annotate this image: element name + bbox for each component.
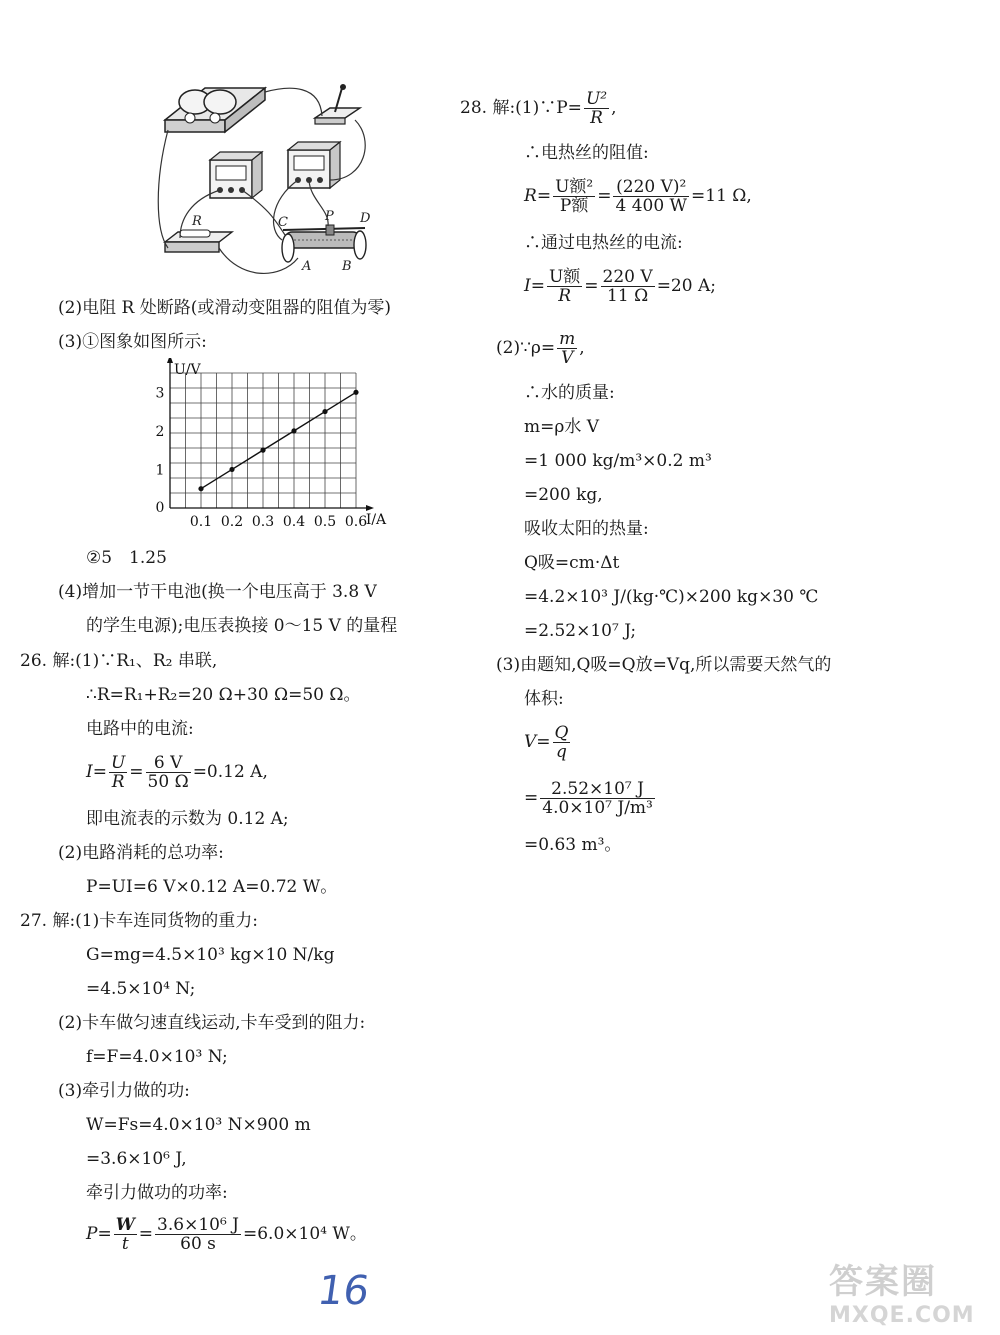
q25-part4b: 的学生电源);电压表换接 0～15 V 的量程 <box>86 616 398 636</box>
q28-part2: (2)∵ρ= $\frac{m}{V}$ , <box>496 329 585 368</box>
q25-part3: (3)①图象如图所示: <box>58 332 207 352</box>
q26-line7: P=UI=6 V×0.12 A=0.72 W。 <box>86 877 338 897</box>
q27-formula: P= $\frac{W}{t}$ = $\frac{\text{3.6×10⁶ J}}{60 s}$ =6.0×10⁴ W。 <box>86 1215 367 1254</box>
q27-line9: 牵引力做功的功率: <box>86 1183 228 1203</box>
x-tick-label: 0.4 <box>282 514 306 530</box>
x-tick-label: 0.6 <box>344 514 368 530</box>
q28-formula-v2: = $\frac{\text{2.52×10⁷ J}}{\text{4.0×10⁷ J/m³}}$ <box>524 779 653 818</box>
x-axis-arrow <box>366 505 374 511</box>
q26-line3: 电路中的电流: <box>86 719 194 739</box>
q27-line8: =3.6×10⁶ J, <box>86 1149 187 1169</box>
circuit-label-b: B <box>342 259 352 274</box>
q28-line2: ∴电热丝的阻值: <box>524 143 649 163</box>
q26-line5: 即电流表的示数为 0.12 A; <box>86 809 289 829</box>
q27-line7: W=Fs=4.0×10³ N×900 m <box>86 1115 311 1135</box>
x-axis-label: I/A <box>365 512 387 528</box>
q27-line3: =4.5×10⁴ N; <box>86 979 196 999</box>
origin-label: 0 <box>155 500 165 516</box>
q26-line6: (2)电路消耗的总功率: <box>58 843 224 863</box>
data-point <box>353 390 358 395</box>
y-tick-label: 1 <box>155 462 165 479</box>
q27-line5: f=F=4.0×10³ N; <box>86 1047 228 1067</box>
circuit-label-p: P <box>325 209 334 224</box>
circuit-diagram <box>150 80 390 285</box>
q27-head: 27. 解:(1)卡车连同货物的重力: <box>20 911 258 931</box>
handwritten-page-number: 16 <box>314 1268 373 1314</box>
data-point <box>229 467 234 472</box>
q26-head: 26. 解:(1)∵R₁、R₂ 串联, <box>20 651 218 671</box>
data-point <box>322 409 327 414</box>
ui-graph <box>150 358 395 530</box>
x-tick-label: 0.1 <box>189 514 213 530</box>
watermark-logo: 答案圈 <box>829 1262 937 1302</box>
data-point <box>291 428 296 433</box>
y-axis-label: U/V <box>174 362 201 378</box>
q28-formula-i: I= $\frac{\text{U额}}{R}$ = $\frac{220 V}{11 \Omega}$ =20 A; <box>524 267 716 306</box>
q28-formula-r: R= $\frac{\text{U额²}}{\text{P额}}$ = $\frac{\text{(220 V)²}}{4 400 W}$ =11 Ω, <box>524 177 752 216</box>
q25-part2: (2)电阻 R 处断路(或滑动变阻器的阻值为零) <box>58 298 391 318</box>
q28-line12: Q吸=cm·Δt <box>524 553 620 573</box>
q26-formula: I= $\frac{U}{R}$ = $\frac{6 V}{50 \Omega}$ =0.12 A, <box>86 753 268 792</box>
q27-line4: (2)卡车做匀速直线运动,卡车受到的阻力: <box>58 1013 366 1033</box>
q28-part3a: (3)由题知,Q吸=Q放=Vq,所以需要天然气的 <box>496 655 832 675</box>
q28-line18: =0.63 m³。 <box>524 835 622 855</box>
x-tick-label: 0.5 <box>313 514 337 530</box>
data-point <box>198 486 203 491</box>
watermark <box>829 1254 994 1329</box>
q28-line10: =200 kg, <box>524 485 603 505</box>
q28-formula-v: V= $\frac{Q}{q}$ <box>524 723 569 762</box>
q28-part3b: 体积: <box>524 689 564 709</box>
y-tick-label: 2 <box>155 423 165 440</box>
circuit-label-d: D <box>360 211 371 226</box>
data-point <box>260 448 265 453</box>
y-tick-label: 3 <box>155 385 165 402</box>
q28-line7: ∴水的质量: <box>524 383 615 403</box>
q28-line9: =1 000 kg/m³×0.2 m³ <box>524 451 712 471</box>
q28-line14: =2.52×10⁷ J; <box>524 621 637 641</box>
q28-line11: 吸收太阳的热量: <box>524 519 649 539</box>
y-axis-arrow <box>167 358 173 363</box>
x-tick-label: 0.2 <box>220 514 244 530</box>
x-tick-label: 0.3 <box>251 514 275 530</box>
q28-head: 28. 解:(1)∵P= $\frac{\text{U²}}{R}$ , <box>460 89 617 128</box>
q25-part3b: ②5 1.25 <box>86 548 167 568</box>
circuit-label-a: A <box>302 259 312 274</box>
q28-line13: =4.2×10³ J/(kg·℃)×200 kg×30 ℃ <box>524 587 819 607</box>
q26-line2: ∴R=R₁+R₂=20 Ω+30 Ω=50 Ω。 <box>86 685 361 705</box>
q27-line2: G=mg=4.5×10³ kg×10 N/kg <box>86 945 335 965</box>
q28-line8: m=ρ水 V <box>524 417 600 437</box>
q27-line6: (3)牵引力做的功: <box>58 1081 190 1101</box>
watermark-url: MXQE.COM <box>829 1303 975 1328</box>
circuit-label-c: C <box>278 215 288 230</box>
q28-line4: ∴通过电热丝的电流: <box>524 233 683 253</box>
circuit-label-r: R <box>192 214 202 229</box>
q25-part4a: (4)增加一节干电池(换一个电压高于 3.8 V <box>58 582 377 602</box>
